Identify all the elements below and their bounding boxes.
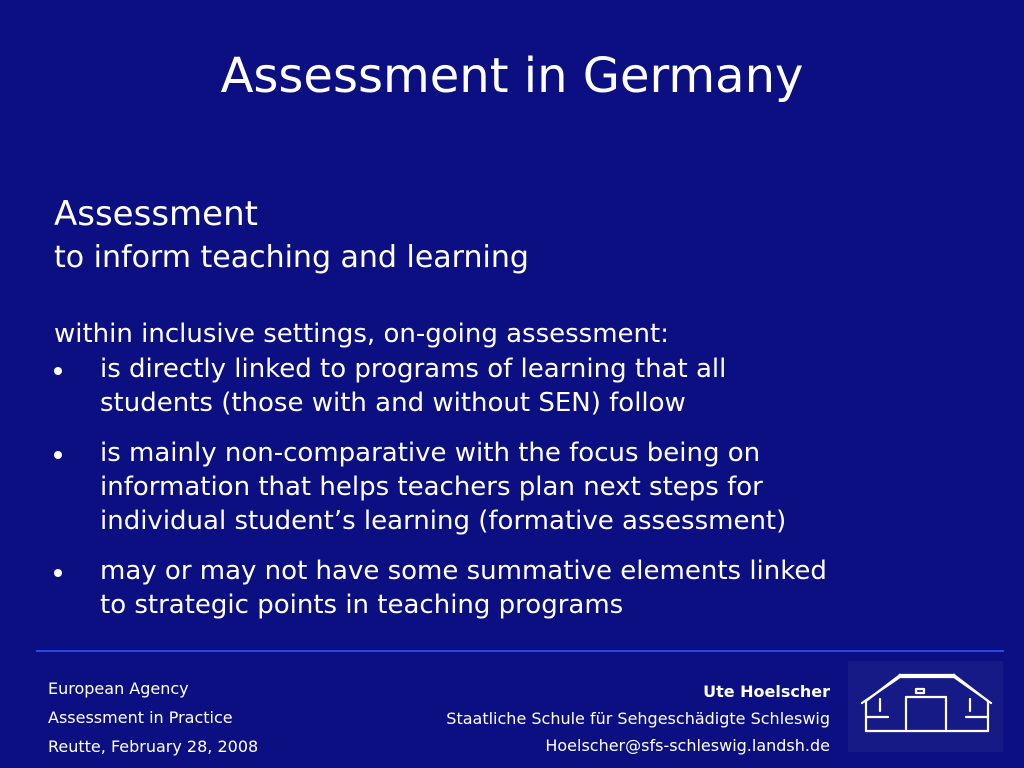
bullet-line: is mainly non-comparative with the focus being on — [100, 438, 761, 468]
footer-school-name: Staatliche Schule für Sehgeschädigte Schleswig — [446, 709, 830, 728]
intro-text: within inclusive settings, on-going assessment: — [54, 319, 669, 349]
bullet-icon — [54, 569, 62, 577]
footer-organization: European Agency — [48, 679, 189, 698]
bullet-icon — [54, 367, 62, 375]
bullet-list — [50, 352, 1000, 638]
bullet-item — [50, 554, 1000, 622]
bullet-line: students (those with and without SEN) follow — [100, 388, 686, 418]
footer-event-title: Assessment in Practice — [48, 708, 233, 727]
bullet-line: may or may not have some summative elements linked — [100, 556, 827, 586]
footer-author-info — [446, 678, 830, 759]
footer-divider — [36, 650, 1004, 652]
bullet-icon — [54, 451, 62, 459]
bullet-item — [50, 352, 1000, 420]
slide-title: Assessment in Germany — [220, 48, 804, 104]
school-building-logo-icon — [848, 661, 1003, 752]
bullet-line: is directly linked to programs of learning that all — [100, 354, 727, 384]
bullet-line: individual student’s learning (formative assessment) — [100, 506, 787, 536]
bullet-item — [50, 436, 1000, 538]
bullet-line: to strategic points in teaching programs — [100, 590, 624, 620]
section-subheading: to inform teaching and learning — [54, 240, 529, 275]
footer-event-date: Reutte, February 28, 2008 — [48, 737, 259, 756]
footer-email: Hoelscher@sfs-schleswig.landsh.de — [545, 736, 830, 755]
footer-event-info — [48, 674, 258, 761]
section-heading: Assessment — [54, 194, 258, 234]
bullet-line: information that helps teachers plan next steps for — [100, 472, 763, 502]
footer-author-name: Ute Hoelscher — [703, 682, 830, 701]
